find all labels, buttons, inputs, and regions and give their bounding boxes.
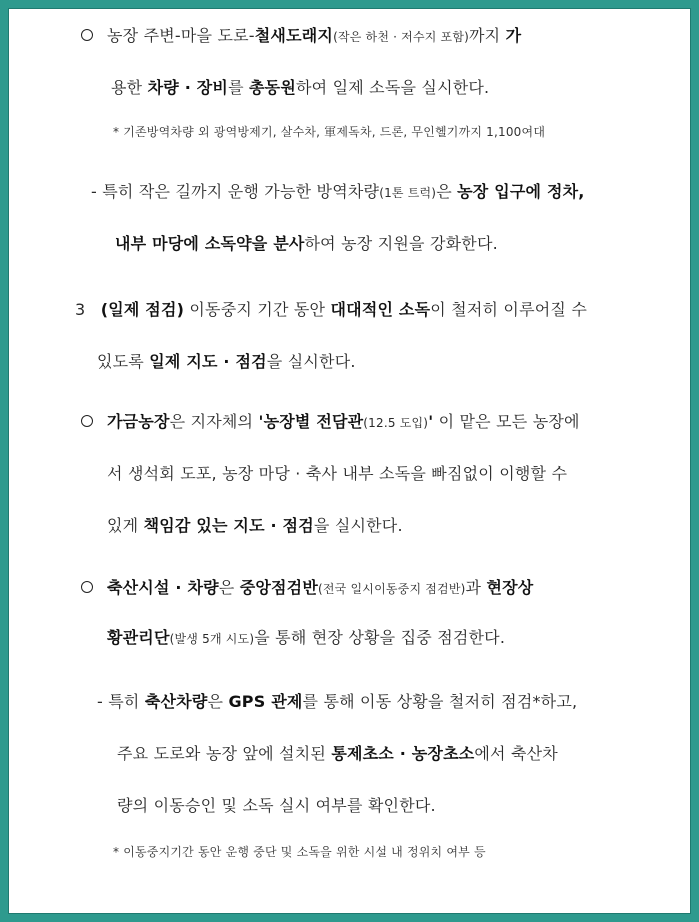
- text: 농장 주변-마을 도로-: [107, 26, 255, 45]
- text: 용한: [111, 78, 148, 97]
- bullet-line-1-cont: [111, 75, 489, 98]
- text: 을 통해 현장 상황을 집중 점검한다.: [254, 628, 506, 647]
- text-small: (작은 하천 · 저수지 포함): [333, 30, 470, 44]
- footnote-2: * 이동중지기간 동안 운행 중단 및 소독을 위한 시설 내 정위치 여부 등: [113, 845, 486, 859]
- bullet-line-2: [81, 409, 580, 432]
- dash-line-2: [97, 689, 577, 712]
- text: 까지: [469, 26, 506, 45]
- text-bold: ,: [578, 182, 585, 201]
- text: 를: [228, 78, 250, 97]
- section-title: (일제 점검): [100, 300, 185, 319]
- text: 과: [465, 578, 487, 597]
- text-bold: '농장별 전담관: [258, 412, 364, 431]
- text-small: (1톤 트럭): [379, 186, 437, 200]
- text: 은: [207, 692, 229, 711]
- text-bold: 황관리단: [107, 628, 170, 647]
- text-bold: 현장상: [486, 578, 534, 597]
- text: 있도록: [97, 352, 150, 371]
- bullet-line-3-cont: [107, 625, 505, 648]
- text: 이동중지 기간 동안: [184, 300, 331, 319]
- text-bold: 차량 · 장비: [147, 78, 229, 97]
- text-bold: 가: [505, 26, 522, 45]
- text-bold: 철새도래지: [254, 26, 334, 45]
- text-bold: ': [428, 412, 434, 431]
- text: 하여 농장 지원을 강화한다.: [304, 234, 498, 253]
- bullet-line-1: [81, 23, 521, 46]
- document-page: [8, 8, 691, 914]
- text: 하여 일제 소독을 실시한다.: [295, 78, 490, 97]
- text-bold: 가금농장: [107, 412, 170, 431]
- dash-line-1: [91, 179, 585, 202]
- dash-line-1-cont: [115, 231, 498, 254]
- text: 은: [218, 578, 240, 597]
- text: 을 실시한다.: [266, 352, 356, 371]
- text: 을 실시한다.: [313, 516, 403, 535]
- text: 에서 축산차: [474, 744, 558, 763]
- text: 주요 도로와 농장 앞에 설치된: [117, 744, 332, 763]
- bullet-line-3: [81, 575, 533, 598]
- text: 은: [436, 182, 458, 201]
- dash-line-2-cont: [117, 741, 558, 764]
- text-small: (전국 일시이동중지 점검반): [318, 582, 466, 596]
- text-bold: 총동원: [249, 78, 296, 97]
- text: 이 맡은 모든 농장에: [433, 412, 580, 431]
- footnote-1: * 기존방역차량 외 광역방제기, 살수차, 軍제독차, 드론, 무인헬기까지 1,100여대: [113, 125, 546, 139]
- text: - 특히 작은 길까지 운행 가능한 방역차량: [91, 182, 380, 201]
- section-number: 3: [75, 300, 86, 319]
- bullet-line-2-cont: 서 생석회 도포, 농장 마당 · 축사 내부 소독을 빠짐없이 이행할 수: [107, 464, 568, 483]
- text-bold: 내부 마당에 소독약을 분사: [115, 234, 305, 253]
- dash-line-2-cont2: 량의 이동승인 및 소독 실시 여부를 확인한다.: [117, 796, 436, 815]
- text: 은 지자체의: [169, 412, 259, 431]
- circle-bullet-icon: [81, 581, 93, 593]
- section-3-line-2: [97, 349, 356, 372]
- text-bold: 통제초소 · 농장초소: [331, 744, 475, 763]
- text: - 특히: [97, 692, 145, 711]
- text-bold: 축산차량: [144, 692, 208, 711]
- text-bold: 농장 입구에 정차: [457, 182, 579, 201]
- text-bold: 일제 지도 · 점검: [149, 352, 267, 371]
- text-bold: 축산시설 · 차량: [107, 578, 219, 597]
- text-small: (발생 5개 시도): [169, 632, 255, 646]
- circle-bullet-icon: [81, 29, 93, 41]
- text: 있게: [107, 516, 144, 535]
- text: 를 통해 이동 상황을 철저히 점검*하고,: [302, 692, 578, 711]
- circle-bullet-icon: [81, 415, 93, 427]
- text-bold: GPS 관제: [228, 692, 303, 711]
- text: 이 철저히 이루어질 수: [430, 300, 587, 319]
- bullet-line-2-cont2: [107, 513, 403, 536]
- text-bold: 책임감 있는 지도 · 점검: [143, 516, 314, 535]
- section-3-line-1: [75, 297, 587, 320]
- text-bold: 대대적인 소독: [330, 300, 431, 319]
- text-small: (12.5 도입): [363, 416, 429, 430]
- text-bold: 중앙점검반: [239, 578, 318, 597]
